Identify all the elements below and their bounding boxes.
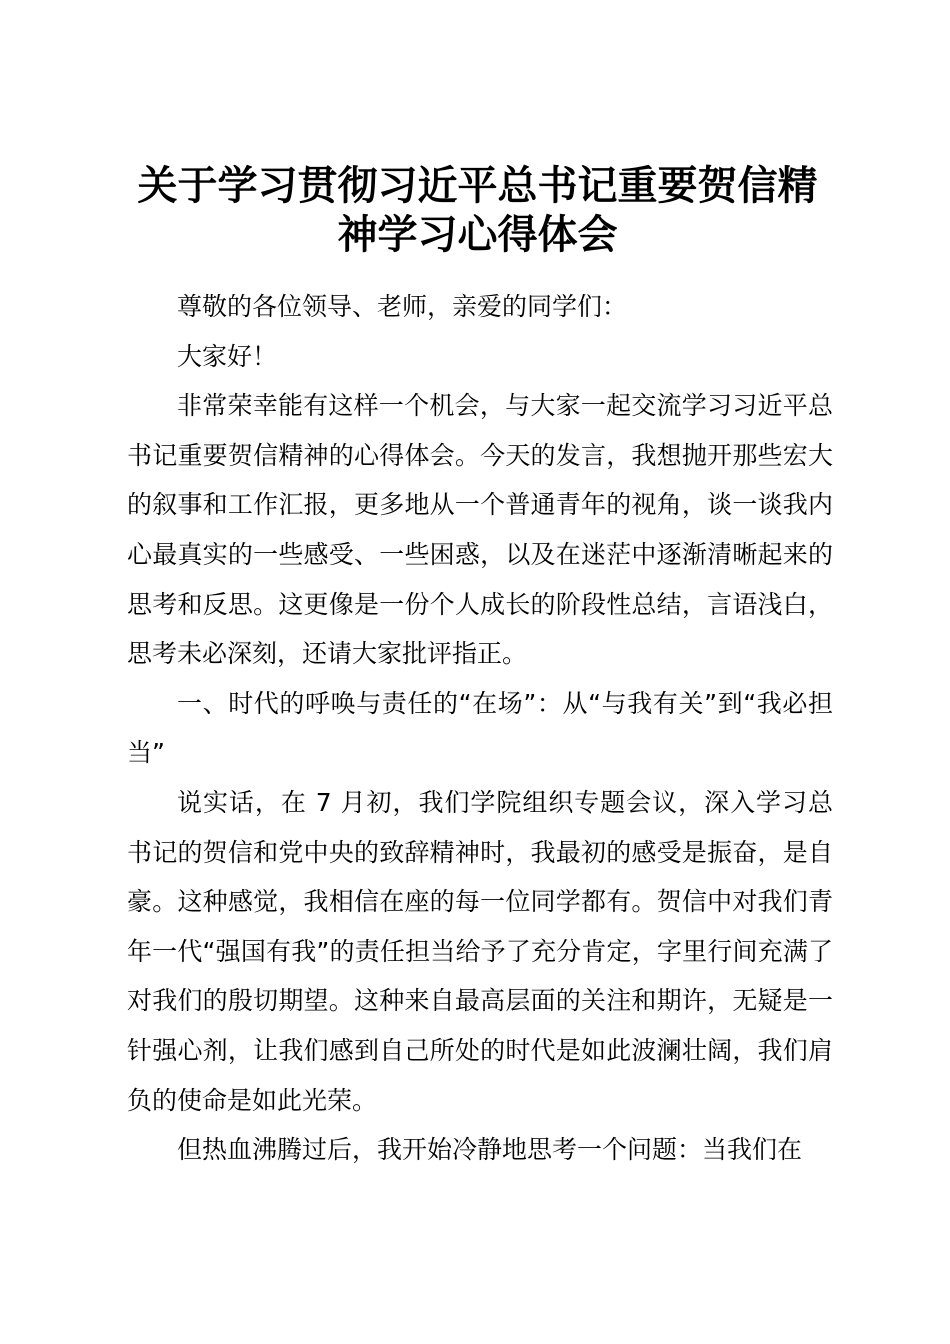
salutation: 尊敬的各位领导、老师，亲爱的同学们：	[177, 292, 628, 321]
paragraph-intro: 非常荣幸能有这样一个机会，与大家一起交流学习习近平总书记重要贺信精神的心得体会。今天的发言，我想抛开那些宏大的叙事和工作汇报，更多地从一个普通青年的视角，谈一谈我内心最真实的一些感受、一些困惑，以及在迷茫中逐渐清晰起来的思考和反思。这更像是一份个人成长的阶段性总结，言语浅白，思考未必深刻，还请大家批评指正。	[127, 391, 833, 669]
paragraph-section-1: 说实话，在 7 月初，我们学院组织专题会议，深入学习总书记的贺信和党中央的致辞精神时，我最初的感受是振奋，是自豪。这种感觉，我相信在座的每一位同学都有。贺信中对我们青年一代“强国有我”的责任担当给予了充分肯定，字里行间充满了对我们的殷切期望。这种来自最高层面的关注和期许，无疑是一针强心剂，让我们感到自己所处的时代是如此波澜壮阔，我们肩负的使命是如此光荣。	[127, 787, 833, 1115]
document-title	[120, 162, 835, 260]
title-line-1: 关于学习贯彻习近平总书记重要贺信精	[137, 163, 818, 209]
paragraph-continued: 但热血沸腾过后，我开始冷静地思考一个问题：当我们在	[177, 1135, 803, 1165]
title-line-2: 神学习心得体会	[337, 212, 618, 258]
greeting: 大家好！	[177, 341, 278, 371]
document-body	[127, 282, 833, 1175]
section-heading-1: 一、时代的呼唤与责任的“在场”：从“与我有关”到“我必担当”	[127, 688, 833, 768]
